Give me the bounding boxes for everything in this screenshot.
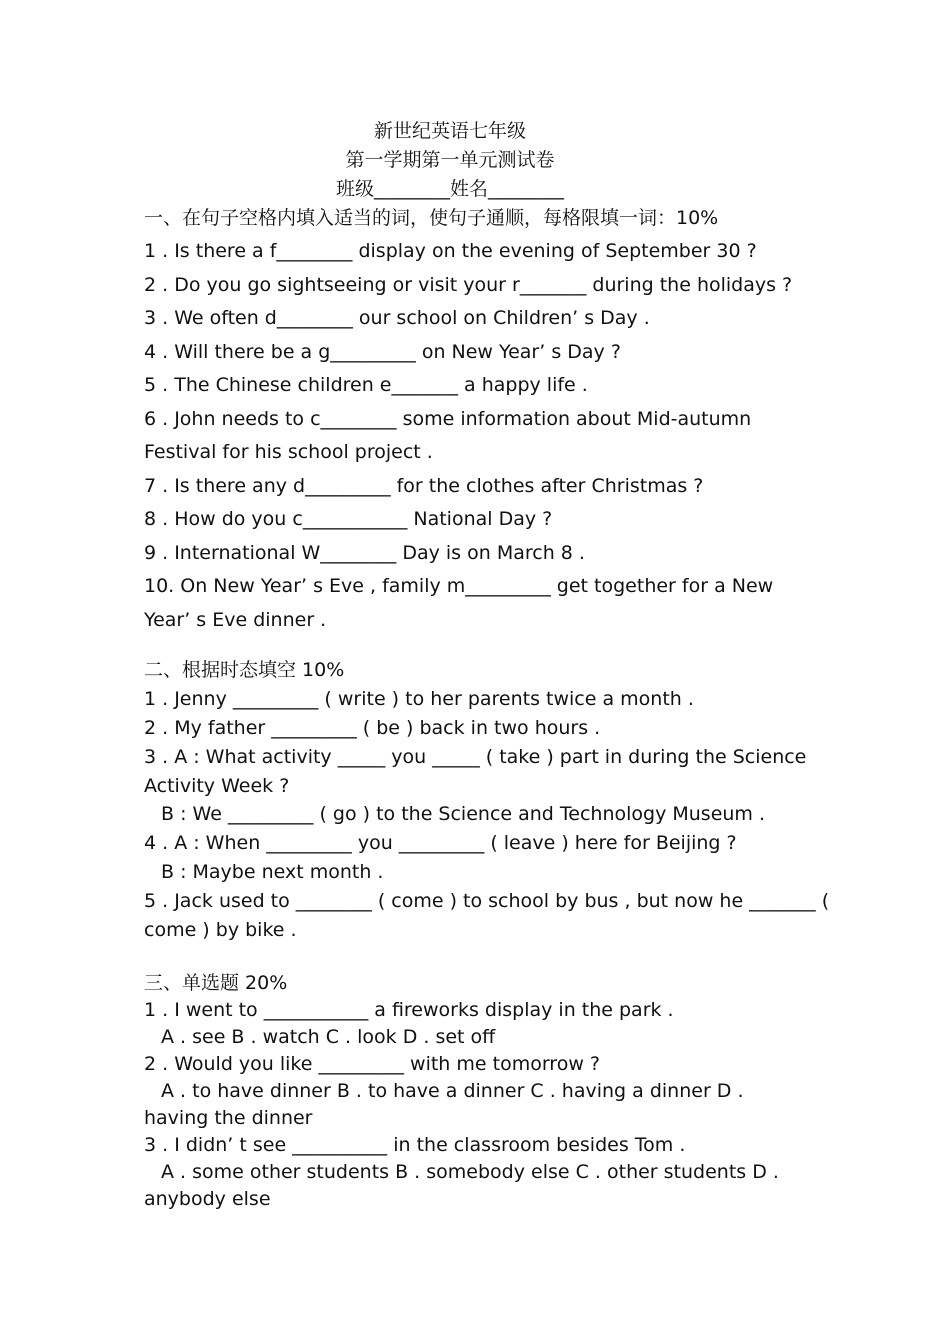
section-1-line: 8 . How do you c___________ National Day ? [144, 508, 553, 530]
section-2-line: 5 . Jack used to ________ ( come ) to school by bus , but now he _______ ( [144, 890, 830, 912]
section-2-heading: 二、根据时态填空 10% [144, 659, 345, 681]
class-name-line: 班级________姓名________ [335, 178, 564, 200]
section-1-line: 7 . Is there any d_________ for the clothes after Christmas ? [144, 475, 704, 497]
section-3-line: A . to have dinner B . to have a dinner C . having a dinner D . [161, 1080, 744, 1102]
section-3-line: A . see B . watch C . look D . set off [161, 1026, 496, 1048]
section-1-line: 1 . Is there a f________ display on the evening of September 30 ? [144, 240, 757, 262]
document-subtitle: 第一学期第一单元测试卷 [345, 149, 555, 171]
section-2-line: B : We _________ ( go ) to the Science and Technology Museum . [161, 803, 766, 825]
section-1-heading: 一、在句子空格内填入适当的词，使句子通顺，每格限填一词：10% [144, 207, 719, 229]
section-2-line: 3 . A : What activity _____ you _____ ( take ) part in during the Science [144, 746, 807, 768]
section-3-line: having the dinner [144, 1107, 313, 1129]
section-1-line: 2 . Do you go sightseeing or visit your r_______ during the holidays ? [144, 274, 793, 296]
section-2-line: 1 . Jenny _________ ( write ) to her parents twice a month . [144, 688, 694, 710]
section-3-line: 1 . I went to ___________ a fireworks display in the park . [144, 999, 674, 1021]
section-1-line: 9 . International W________ Day is on March 8 . [144, 542, 585, 564]
document-title: 新世纪英语七年级 [373, 120, 526, 142]
section-1-line: 5 . The Chinese children e_______ a happy life . [144, 374, 588, 396]
section-3-line: anybody else [144, 1188, 271, 1210]
section-3-line: A . some other students B . somebody else C . other students D . [161, 1161, 779, 1183]
section-3-line: 3 . I didn’ t see __________ in the classroom besides Tom . [144, 1134, 686, 1156]
section-3-heading: 三、单选题 20% [144, 972, 288, 994]
section-1-line: 10. On New Year’ s Eve , family m_________ get together for a New [144, 575, 774, 597]
section-3-line: 2 . Would you like _________ with me tomorrow ? [144, 1053, 600, 1075]
section-2-line: 2 . My father _________ ( be ) back in two hours . [144, 717, 601, 739]
section-2-line: 4 . A : When _________ you _________ ( leave ) here for Beijing ? [144, 832, 737, 854]
section-1-line: Festival for his school project . [144, 441, 433, 463]
section-2-line: come ) by bike . [144, 919, 297, 941]
section-1-line: 3 . We often d________ our school on Children’ s Day . [144, 307, 650, 329]
section-1-line: Year’ s Eve dinner . [144, 609, 327, 631]
section-2-line: Activity Week ? [144, 775, 290, 797]
section-1-line: 6 . John needs to c________ some information about Mid-autumn [144, 408, 752, 430]
section-1-line: 4 . Will there be a g_________ on New Year’ s Day ? [144, 341, 621, 363]
section-2-line: B : Maybe next month . [161, 861, 384, 883]
